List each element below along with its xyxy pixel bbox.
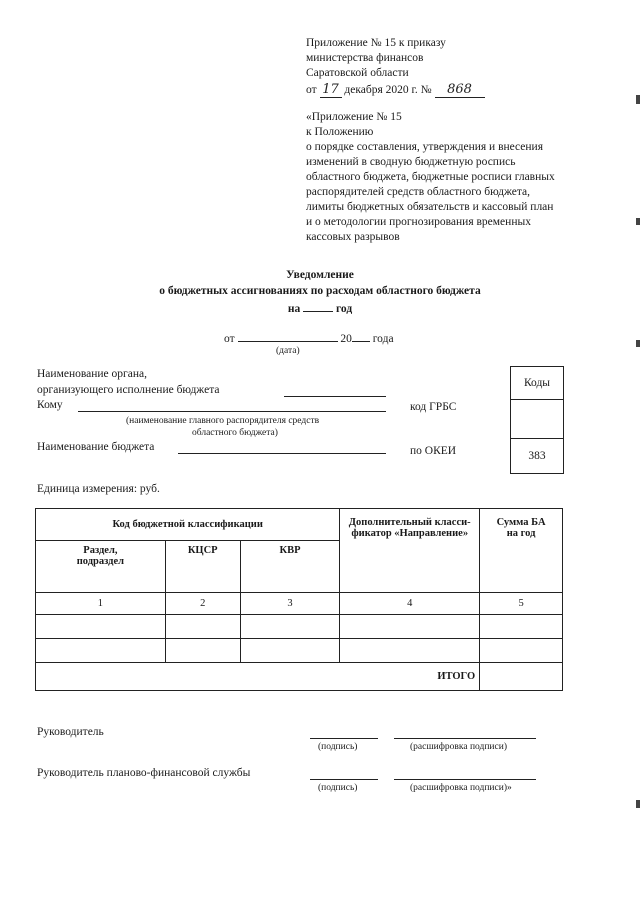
date-caption: (дата) [276,346,300,356]
col-number: 5 [480,593,563,615]
col-number: 3 [240,593,340,615]
budget-blank [178,453,386,454]
annex-line: лимиты бюджетных обязательств и кассовый план [306,201,554,213]
doc-subtitle: о бюджетных ассигнованиях по расходам областного бюджета [159,285,481,297]
order-date-rest: декабря 2020 г. № [344,84,432,96]
finance-head-label: Руководитель планово-финансовой службы [37,767,251,779]
annex-line: к Положению [306,126,374,138]
date-year-prefix: 20 [340,333,352,345]
finance-sign-caption: (подпись) [318,783,358,793]
order-line-2: министерства финансов [306,52,424,64]
annex-block [306,110,555,245]
annex-line: изменений в сводную бюджетную роспись [306,156,516,168]
year-prefix: на [287,303,301,315]
sum-header [480,509,563,593]
annex-line: кассовых разрывов [306,231,400,243]
order-date-day: 17 [320,82,342,98]
head-decode-caption: (расшифровка подписи) [410,742,507,752]
to-label: Кому [37,399,63,411]
order-line-1: Приложение № 15 к приказу [306,37,446,49]
col-number: 4 [340,593,480,615]
doc-title: Уведомление [286,269,354,281]
sum-header-line: Сумма БА [496,517,546,528]
date-prefix: от [224,333,235,345]
date-year-suffix: года [372,333,394,345]
col-number: 1 [36,593,166,615]
head-decode-line [394,738,536,739]
org-label-2: организующего исполнение бюджета [37,384,220,396]
date-blank [238,330,338,342]
col-number: 2 [165,593,240,615]
to-blank [78,411,386,412]
order-date-line [306,82,485,98]
scan-mark [636,218,640,225]
total-label: ИТОГО [36,663,480,691]
table-cell [36,639,166,663]
subheader-section [36,541,166,593]
order-date-prefix: от [306,84,317,96]
year-suffix: год [335,303,353,315]
finance-decode-caption: (расшифровка подписи)» [410,783,512,793]
order-line-3: Саратовской области [306,67,409,79]
table-cell [240,615,340,639]
annex-line: областного бюджета, бюджетные росписи главных [306,171,555,183]
table-cell [165,639,240,663]
scan-mark [636,340,640,347]
head-sign-caption: (подпись) [318,742,358,752]
table-cell [480,615,563,639]
org-label-1: Наименование органа, [37,368,147,380]
finance-decode-line [394,779,536,780]
codes-header: Коды [511,367,563,400]
table-cell [165,615,240,639]
group-header: Код бюджетной классификации [36,509,340,541]
grbs-label: код ГРБС [410,401,457,413]
unit-label: Единица измерения: руб. [37,483,160,495]
subheader-section-text: Раздел, подраздел [76,545,125,567]
year-blank [303,300,333,312]
annex-line: о порядке составления, утверждения и внесения [306,141,544,153]
codes-okei-cell: 383 [528,450,546,462]
annex-line: распорядителей средств областного бюджета, [306,186,531,198]
date-year-blank [352,330,370,342]
head-sign-line [310,738,378,739]
extra-header-line: фикатор «Направление» [351,528,469,539]
sum-header-line: на год [506,528,536,539]
head-label: Руководитель [37,726,104,738]
to-caption-1: (наименование главного распорядителя средств [126,416,320,426]
annex-line: «Приложение № 15 [306,111,402,123]
table-cell [340,615,480,639]
table-cell [36,615,166,639]
annex-line: и о методологии прогнозирования временных [306,216,531,228]
date-row [224,330,394,347]
to-caption-2: областного бюджета) [192,428,278,438]
scan-mark [636,95,640,104]
scan-mark [636,800,640,808]
subheader-kvr: КВР [240,541,340,593]
finance-sign-line [310,779,378,780]
table-cell [480,639,563,663]
org-blank [284,396,386,397]
total-value [480,663,563,691]
budget-table [35,508,563,691]
order-number: 868 [435,82,485,98]
okei-label: по ОКЕИ [410,445,457,457]
codes-grbs-cell [511,400,563,439]
table-cell [340,639,480,663]
table-cell [240,639,340,663]
extra-header-line: Дополнительный класси- [348,517,471,528]
doc-year-line [0,300,640,317]
codes-box [510,366,564,474]
extra-header [340,509,480,593]
subheader-kcsr: КЦСР [165,541,240,593]
budget-label: Наименование бюджета [37,441,155,453]
